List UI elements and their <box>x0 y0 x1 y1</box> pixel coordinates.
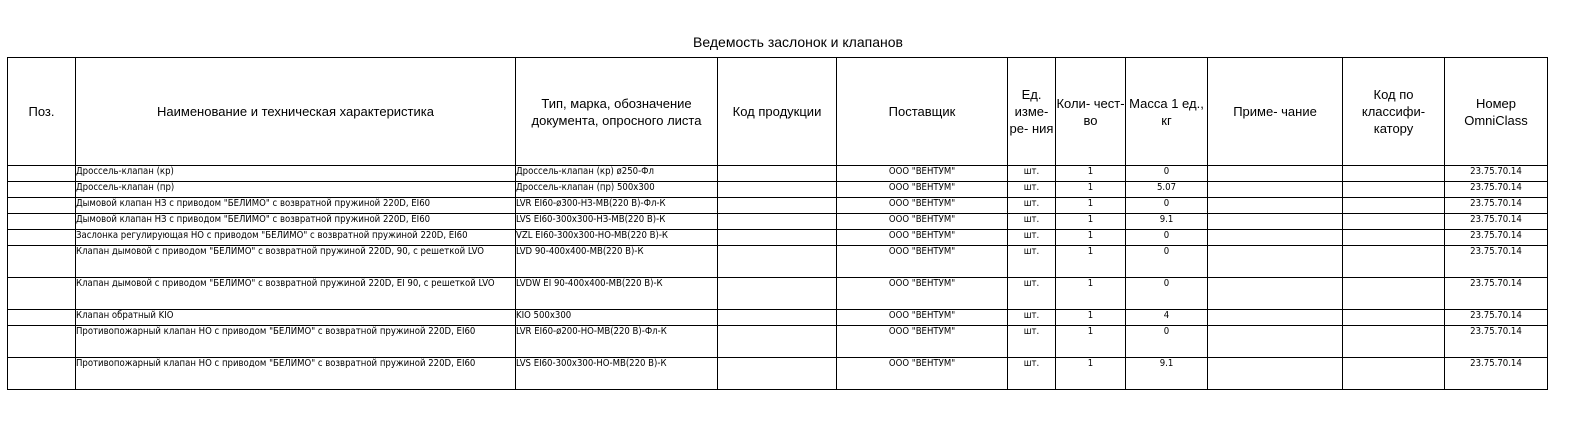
cell-note <box>1208 230 1343 246</box>
cell-qty: 1 <box>1056 358 1126 390</box>
column-header-note: Приме- чание <box>1208 58 1343 166</box>
cell-class_code <box>1343 182 1445 198</box>
cell-class_code <box>1343 358 1445 390</box>
cell-type: LVS EI60-300x300-НЗ-МВ(220 В)-К <box>516 214 718 230</box>
cell-code <box>718 230 837 246</box>
cell-mass: 0 <box>1126 166 1208 182</box>
cell-qty: 1 <box>1056 182 1126 198</box>
cell-name: Дымовой клапан НЗ с приводом "БЕЛИМО" с возвратной пружиной 220D, EI60 <box>76 198 516 214</box>
cell-qty: 1 <box>1056 230 1126 246</box>
cell-omni: 23.75.70.14 <box>1445 214 1548 230</box>
cell-mass: 0 <box>1126 326 1208 358</box>
cell-unit: шт. <box>1008 278 1056 310</box>
cell-code <box>718 182 837 198</box>
cell-omni: 23.75.70.14 <box>1445 358 1548 390</box>
schedule-title: Ведемость заслонок и клапанов <box>693 34 903 50</box>
table-row <box>8 246 1548 278</box>
cell-type: Дроссель-клапан (пр) 500x300 <box>516 182 718 198</box>
cell-qty: 1 <box>1056 246 1126 278</box>
cell-name: Противопожарный клапан НО с приводом "БЕЛИМО" с возвратной пружиной 220D, EI60 <box>76 358 516 390</box>
cell-type: LVS EI60-300x300-НО-МВ(220 В)-К <box>516 358 718 390</box>
column-header-type: Тип, марка, обозначение документа, опросного листа <box>516 58 718 166</box>
column-header-pos: Поз. <box>8 58 76 166</box>
cell-type: LVD 90-400x400-МВ(220 В)-К <box>516 246 718 278</box>
cell-omni: 23.75.70.14 <box>1445 198 1548 214</box>
cell-supplier: ООО "ВЕНТУМ" <box>837 214 1008 230</box>
table-row <box>8 358 1548 390</box>
header-row <box>8 58 1548 166</box>
cell-class_code <box>1343 278 1445 310</box>
cell-unit: шт. <box>1008 166 1056 182</box>
cell-name: Клапан дымовой с приводом "БЕЛИМО" с возвратной пружиной 220D, EI 90, с решеткой LVO <box>76 278 516 310</box>
cell-name: Заслонка регулирующая НО с приводом "БЕЛИМО" с возвратной пружиной 220D, EI60 <box>76 230 516 246</box>
cell-unit: шт. <box>1008 358 1056 390</box>
column-header-supplier: Поставщик <box>837 58 1008 166</box>
cell-omni: 23.75.70.14 <box>1445 310 1548 326</box>
cell-code <box>718 310 837 326</box>
column-header-qty: Коли- чест- во <box>1056 58 1126 166</box>
cell-supplier: ООО "ВЕНТУМ" <box>837 182 1008 198</box>
cell-unit: шт. <box>1008 182 1056 198</box>
cell-note <box>1208 278 1343 310</box>
table-row <box>8 198 1548 214</box>
cell-note <box>1208 214 1343 230</box>
table-row <box>8 310 1548 326</box>
cell-code <box>718 214 837 230</box>
cell-note <box>1208 198 1343 214</box>
cell-name: Дроссель-клапан (пр) <box>76 182 516 198</box>
cell-note <box>1208 182 1343 198</box>
table-row <box>8 230 1548 246</box>
cell-class_code <box>1343 166 1445 182</box>
column-header-omni: Номер OmniClass <box>1445 58 1548 166</box>
cell-type: KIO 500x300 <box>516 310 718 326</box>
cell-supplier: ООО "ВЕНТУМ" <box>837 246 1008 278</box>
cell-qty: 1 <box>1056 166 1126 182</box>
cell-qty: 1 <box>1056 278 1126 310</box>
cell-type: Дроссель-клапан (кр) ø250-Фл <box>516 166 718 182</box>
cell-omni: 23.75.70.14 <box>1445 278 1548 310</box>
cell-unit: шт. <box>1008 230 1056 246</box>
schedule-table <box>7 57 1548 390</box>
cell-pos <box>8 246 76 278</box>
cell-omni: 23.75.70.14 <box>1445 326 1548 358</box>
cell-type: LVR EI60-ø300-НЗ-МВ(220 В)-Фл-К <box>516 198 718 214</box>
cell-code <box>718 326 837 358</box>
table-row <box>8 278 1548 310</box>
cell-omni: 23.75.70.14 <box>1445 182 1548 198</box>
cell-note <box>1208 326 1343 358</box>
cell-pos <box>8 326 76 358</box>
table-row <box>8 166 1548 182</box>
cell-code <box>718 166 837 182</box>
cell-supplier: ООО "ВЕНТУМ" <box>837 358 1008 390</box>
cell-type: VZL EI60-300x300-НО-МВ(220 В)-К <box>516 230 718 246</box>
cell-qty: 1 <box>1056 326 1126 358</box>
cell-note <box>1208 358 1343 390</box>
cell-class_code <box>1343 198 1445 214</box>
cell-code <box>718 278 837 310</box>
cell-mass: 0 <box>1126 278 1208 310</box>
cell-pos <box>8 310 76 326</box>
cell-mass: 0 <box>1126 198 1208 214</box>
cell-omni: 23.75.70.14 <box>1445 246 1548 278</box>
cell-note <box>1208 246 1343 278</box>
cell-name: Дымовой клапан НЗ с приводом "БЕЛИМО" с возвратной пружиной 220D, EI60 <box>76 214 516 230</box>
column-header-name: Наименование и техническая характеристика <box>76 58 516 166</box>
cell-mass: 0 <box>1126 230 1208 246</box>
cell-mass: 4 <box>1126 310 1208 326</box>
cell-unit: шт. <box>1008 246 1056 278</box>
cell-pos <box>8 166 76 182</box>
cell-mass: 5.07 <box>1126 182 1208 198</box>
cell-supplier: ООО "ВЕНТУМ" <box>837 230 1008 246</box>
column-header-unit: Ед. изме- ре- ния <box>1008 58 1056 166</box>
cell-name: Клапан обратный KIO <box>76 310 516 326</box>
cell-omni: 23.75.70.14 <box>1445 230 1548 246</box>
cell-name: Дроссель-клапан (кр) <box>76 166 516 182</box>
cell-code <box>718 358 837 390</box>
cell-qty: 1 <box>1056 310 1126 326</box>
cell-unit: шт. <box>1008 326 1056 358</box>
cell-qty: 1 <box>1056 198 1126 214</box>
cell-code <box>718 198 837 214</box>
cell-qty: 1 <box>1056 214 1126 230</box>
table-row <box>8 182 1548 198</box>
cell-unit: шт. <box>1008 214 1056 230</box>
table-row <box>8 326 1548 358</box>
cell-type: LVDW EI 90-400x400-МВ(220 В)-К <box>516 278 718 310</box>
cell-omni: 23.75.70.14 <box>1445 166 1548 182</box>
table-body <box>8 166 1548 390</box>
column-header-code: Код продукции <box>718 58 837 166</box>
cell-name: Клапан дымовой с приводом "БЕЛИМО" с возвратной пружиной 220D, 90, с решеткой LVO <box>76 246 516 278</box>
cell-class_code <box>1343 310 1445 326</box>
cell-mass: 9.1 <box>1126 358 1208 390</box>
cell-pos <box>8 358 76 390</box>
cell-unit: шт. <box>1008 198 1056 214</box>
cell-class_code <box>1343 326 1445 358</box>
cell-mass: 0 <box>1126 246 1208 278</box>
cell-supplier: ООО "ВЕНТУМ" <box>837 278 1008 310</box>
cell-pos <box>8 230 76 246</box>
cell-note <box>1208 166 1343 182</box>
cell-name: Противопожарный клапан НО с приводом "БЕЛИМО" с возвратной пружиной 220D, EI60 <box>76 326 516 358</box>
cell-supplier: ООО "ВЕНТУМ" <box>837 166 1008 182</box>
cell-class_code <box>1343 230 1445 246</box>
cell-pos <box>8 198 76 214</box>
cell-supplier: ООО "ВЕНТУМ" <box>837 326 1008 358</box>
cell-unit: шт. <box>1008 310 1056 326</box>
cell-class_code <box>1343 214 1445 230</box>
cell-class_code <box>1343 246 1445 278</box>
cell-pos <box>8 278 76 310</box>
cell-mass: 9.1 <box>1126 214 1208 230</box>
cell-supplier: ООО "ВЕНТУМ" <box>837 198 1008 214</box>
column-header-mass: Масса 1 ед., кг <box>1126 58 1208 166</box>
cell-supplier: ООО "ВЕНТУМ" <box>837 310 1008 326</box>
cell-pos <box>8 182 76 198</box>
cell-pos <box>8 214 76 230</box>
table-header <box>8 58 1548 166</box>
cell-note <box>1208 310 1343 326</box>
table-row <box>8 214 1548 230</box>
cell-code <box>718 246 837 278</box>
cell-type: LVR EI60-ø200-НО-МВ(220 В)-Фл-К <box>516 326 718 358</box>
column-header-class_code: Код по классифи- катору <box>1343 58 1445 166</box>
